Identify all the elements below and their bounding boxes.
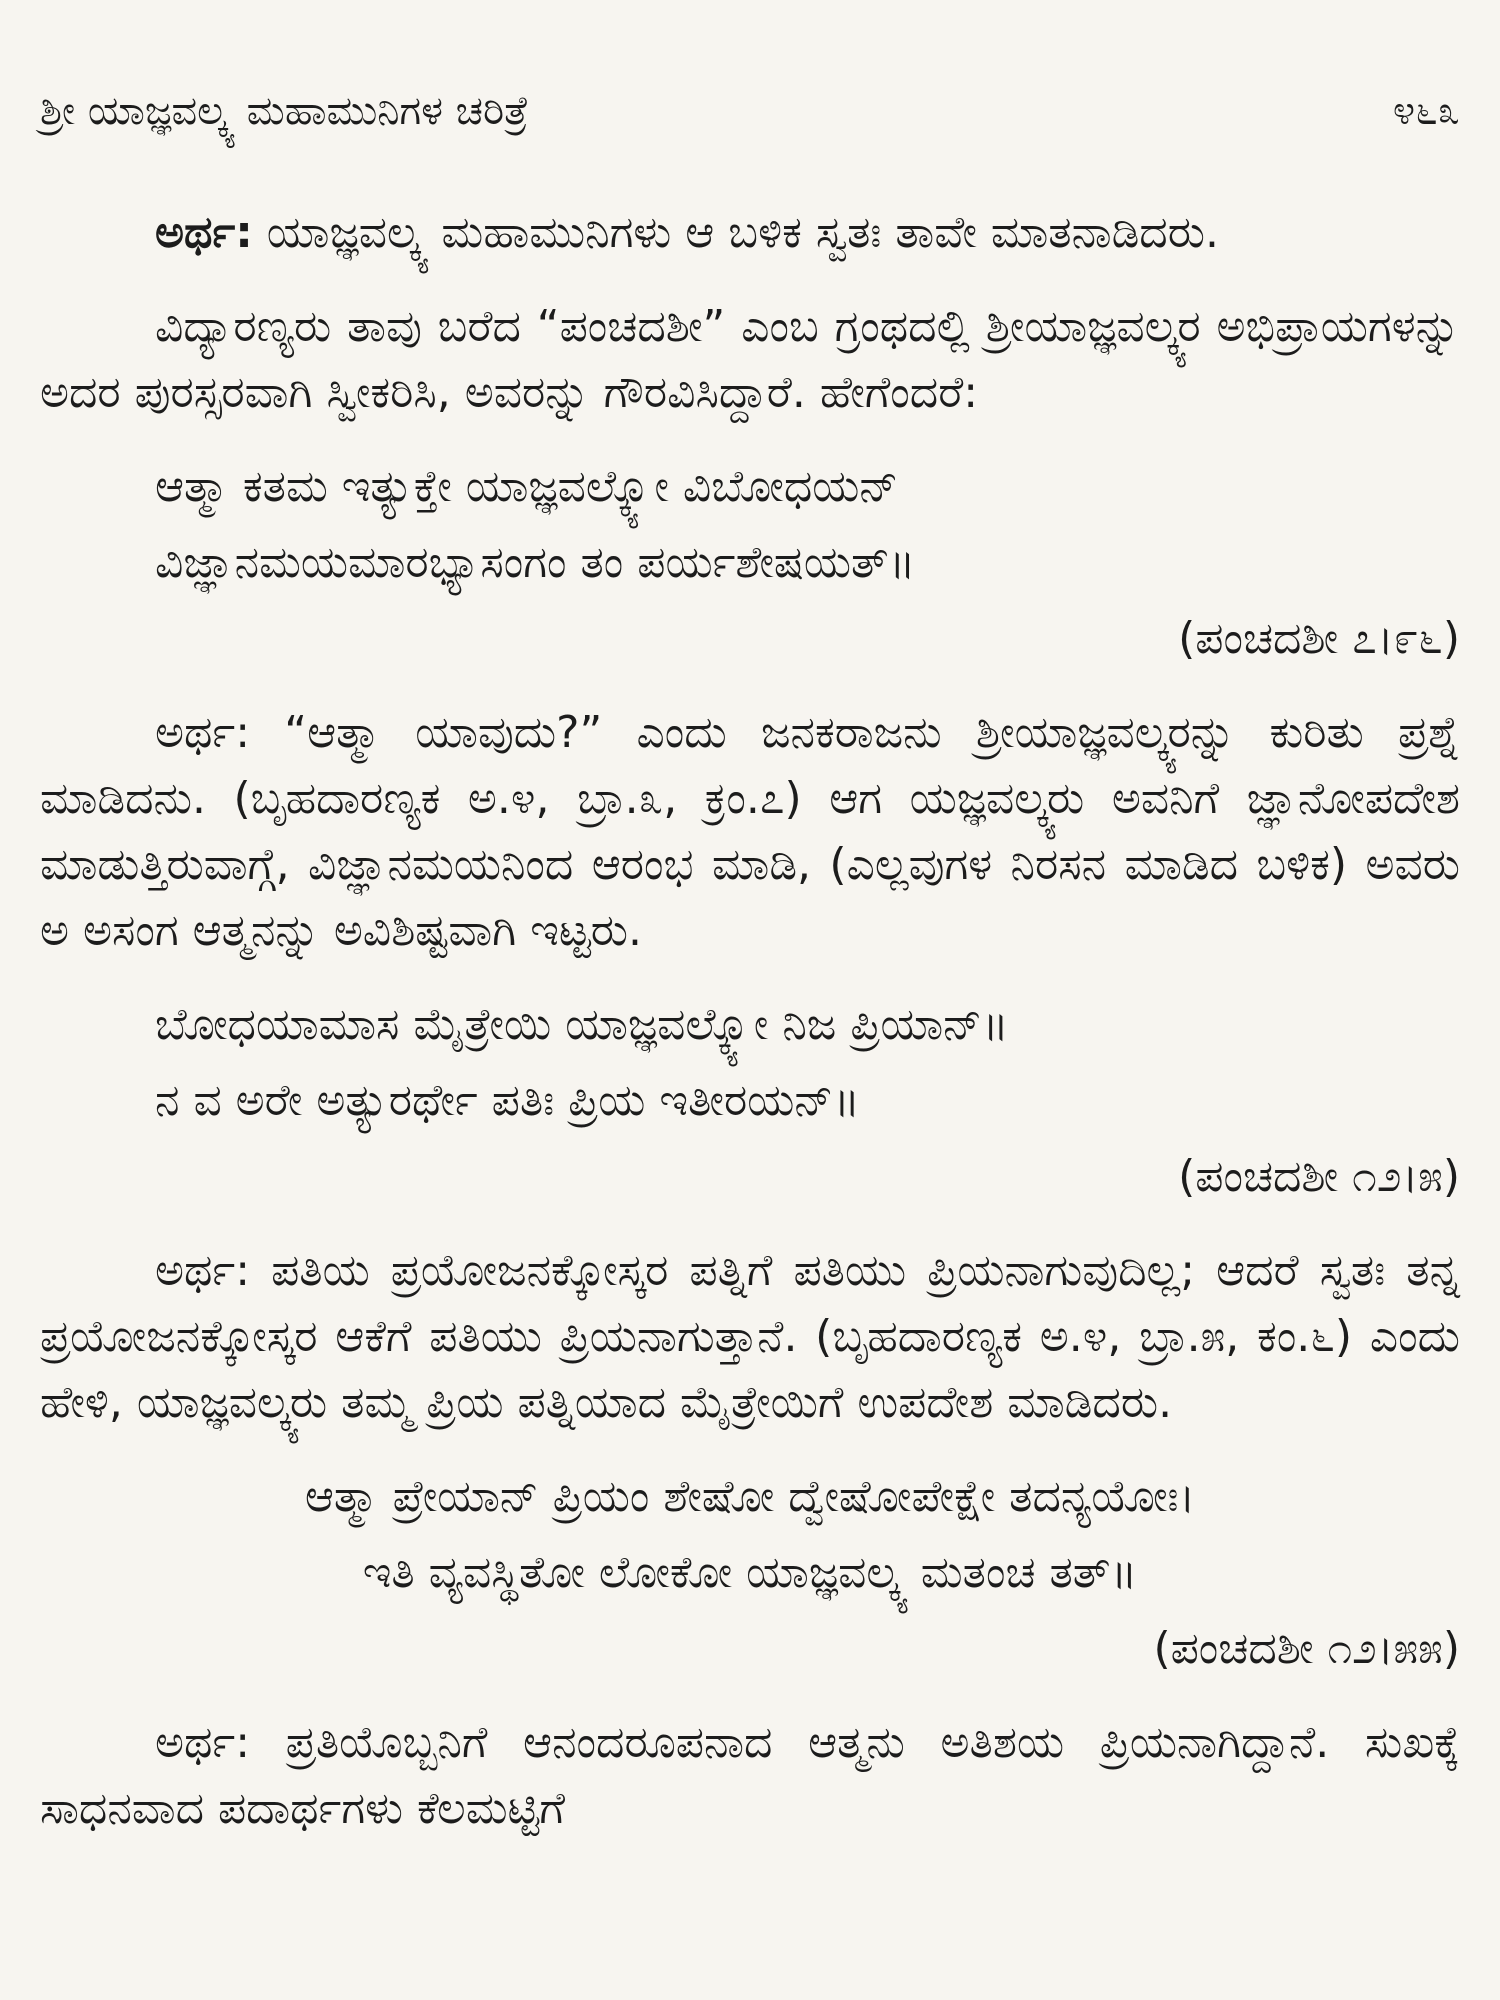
paragraph-text: ಯಾಜ್ಞವಲ್ಕ್ಯ ಮಹಾಮುನಿಗಳು ಆ ಬಳಿಕ ಸ್ವತಃ ತಾವೇ ಮಾತನಾಡಿದರು. [252,207,1219,258]
verse-line: ಬೋಧಯಾಮಾಸ ಮೈತ್ರೇಯಿ ಯಾಜ್ಞವಲ್ಕ್ಯೋ ನಿಜ ಪ್ರಿಯಾನ್॥ [155,999,1009,1050]
paragraph-meaning-3: ಅರ್ಥ: ಪತಿಯ ಪ್ರಯೋಜನಕ್ಕೋಸ್ಕರ ಪತ್ನಿಗೆ ಪತಿಯು ಪ್ರಿಯನಾಗುವುದಿಲ್ಲ; ಆದರೆ ಸ್ವತಃ ತನ್ನ ಪ್ರಯೋಜನಕ್ಕೋಸ್ಕರ ಆಕೆಗೆ ಪತಿಯು ಪ್ರಿಯನಾಗುತ್ತಾನೆ. (ಬೃಹದಾರಣ್ಯಕ ಅ.೪, ಬ್ರಾ.೫, ಕಂ.೬) ಎಂದು ಹೇಳಿ, ಯಾಜ್ಞವಲ್ಕ್ಯರು ತಮ್ಮ ಪ್ರಿಯ ಪತ್ನಿಯಾದ ಮೈತ್ರೇಯಿಗೆ ಉಪದೇಶ ಮಾಡಿದರು. [40,1245,1460,1428]
meaning-label: ಅರ್ಥ: [155,207,253,258]
verse-block-1 [40,454,1460,672]
running-header [40,88,1460,134]
page-number: ೪೬೩ [1392,88,1460,134]
book-title: ಶ್ರೀ ಯಾಜ್ಞವಲ್ಕ್ಯ ಮಹಾಮುನಿಗಳ ಚರಿತ್ರೆ [40,88,529,134]
verse-line: ಆತ್ಮಾ ಕತಮ ಇತ್ಯುಕ್ತೇ ಯಾಜ್ಞವಲ್ಕ್ಯೋ ವಿಬೋಧಯನ್ [155,461,899,512]
paragraph-intro: ವಿದ್ಯಾರಣ್ಯರು ತಾವು ಬರೆದ “ಪಂಚದಶೀ” ಎಂಬ ಗ್ರಂಥದಲ್ಲಿ ಶ್ರೀಯಾಜ್ಞವಲ್ಕ್ಯರ ಅಭಿಪ್ರಾಯಗಳನ್ನು ಅದರ ಪುರಸ್ಸರವಾಗಿ ಸ್ವೀಕರಿಸಿ, ಅವರನ್ನು ಗೌರವಿಸಿದ್ದಾರೆ. ಹೇಗೆಂದರೆ: [40,301,1460,418]
paragraph-meaning-1 [40,200,1460,266]
verse-line: ವಿಜ್ಞಾನಮಯಮಾರಭ್ಯಾಸಂಗಂ ತಂ ಪರ್ಯಶೇಷಯತ್॥ [155,537,916,588]
paragraph-meaning-4: ಅರ್ಥ: ಪ್ರತಿಯೊಬ್ಬನಿಗೆ ಆನಂದರೂಪನಾದ ಆತ್ಮನು ಅತಿಶಯ ಪ್ರಿಯನಾಗಿದ್ದಾನೆ. ಸುಖಕ್ಕೆ ಸಾಧನವಾದ ಪದಾರ್ಥಗಳು ಕೆಲಮಟ್ಟಿಗೆ [40,1717,1460,1834]
verse-citation: (ಪಂಚದಶೀ ೧೨।೫) [1178,1151,1460,1202]
verse-line: ನ ವ ಅರೇ ಅತ್ಯುರರ್ಥೇ ಪತಿಃ ಪ್ರಿಯ ಇತೀರಯನ್॥ [155,1075,860,1126]
verse-block-2 [40,992,1460,1210]
verse-citation: (ಪಂಚದಶೀ ೭।೯೬) [1178,613,1460,664]
verse-line: ಆತ್ಮಾ ಪ್ರೇಯಾನ್ ಪ್ರಿಯಂ ಶೇಷೋ ದ್ವೇಷೋಪೇಕ್ಷೇ ತದನ್ಯಯೋಃ। [304,1471,1196,1522]
body-text [40,200,1460,1870]
verse-block-3 [40,1464,1460,1682]
verse-line: ಇತಿ ವ್ಯವಸ್ಥಿತೋ ಲೋಕೋ ಯಾಜ್ಞವಲ್ಕ್ಯ ಮತಂಚ ತತ್॥ [362,1547,1138,1598]
verse-citation: (ಪಂಚದಶೀ ೧೨।೫೫) [1153,1623,1460,1674]
paragraph-meaning-2: ಅರ್ಥ: “ಆತ್ಮಾ ಯಾವುದು?” ಎಂದು ಜನಕರಾಜನು ಶ್ರೀಯಾಜ್ಞವಲ್ಕ್ಯರನ್ನು ಕುರಿತು ಪ್ರಶ್ನೆ ಮಾಡಿದನು. (ಬೃಹದಾರಣ್ಯಕ ಅ.೪, ಬ್ರಾ.೩, ಕ್ರಂ.೭) ಆಗ ಯಜ್ಞವಲ್ಕ್ಯರು ಅವನಿಗೆ ಜ್ಞಾನೋಪದೇಶ ಮಾಡುತ್ತಿರುವಾಗ್ಗೆ, ವಿಜ್ಞಾನಮಯನಿಂದ ಆರಂಭ ಮಾಡಿ, (ಎಲ್ಲವುಗಳ ನಿರಸನ ಮಾಡಿದ ಬಳಿಕ) ಅವರು ಅ ಅಸಂಗ ಆತ್ಮನನ್ನು ಅವಿಶಿಷ್ಟವಾಗಿ ಇಟ್ಟರು. [40,707,1460,956]
